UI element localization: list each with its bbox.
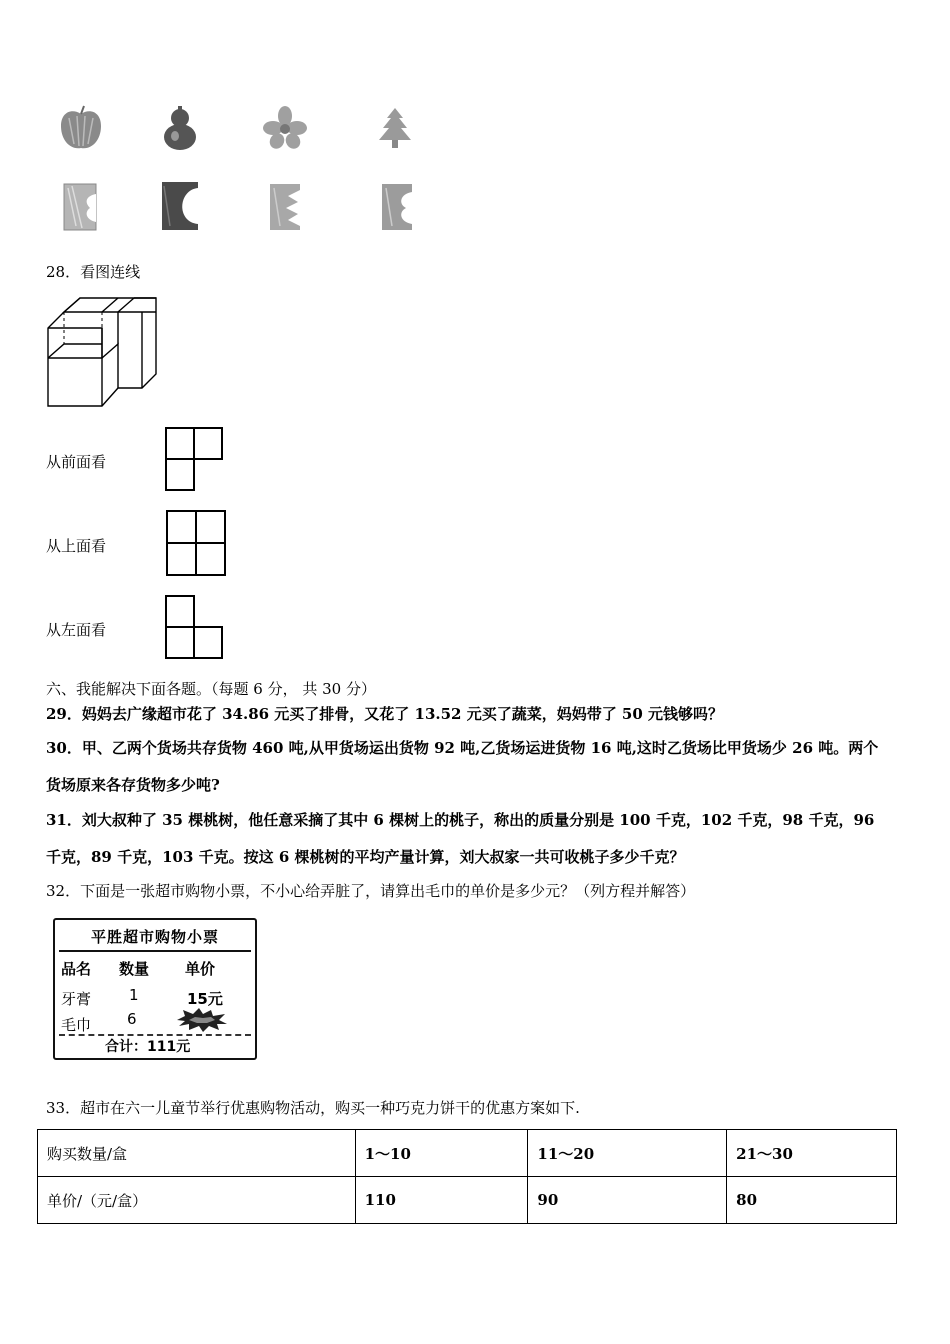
stacked-cubes-figure — [44, 294, 158, 410]
cut-paper-2-image — [160, 180, 200, 232]
view-top-label: 从上面看 — [46, 537, 107, 555]
receipt-title: 平胜超市购物小票 — [90, 928, 219, 946]
receipt-row-1-name: 牙膏 — [61, 990, 92, 1008]
receipt — [53, 918, 257, 1060]
discount-table — [37, 1129, 897, 1224]
cut-paper-4-image — [380, 182, 414, 232]
receipt-row-2-qty: 6 — [127, 1010, 137, 1028]
view-left-grid — [164, 594, 224, 660]
q33-text: 33．超市在六一儿童节举行优惠购物活动，购买一种巧克力饼干的优惠方案如下. — [46, 1099, 580, 1117]
table-row — [38, 1177, 897, 1224]
table-cell: 80 — [727, 1177, 897, 1224]
table-cell: 购买数量/盒 — [38, 1130, 356, 1177]
view-front-grid — [164, 426, 224, 492]
table-cell: 90 — [528, 1177, 727, 1224]
apple-shape-image — [58, 104, 104, 152]
receipt-total: 合计：111元 — [105, 1039, 191, 1055]
view-left-label: 从左面看 — [46, 621, 107, 639]
cut-paper-1-image — [62, 182, 98, 232]
q30-line1: 30．甲、乙两个货场共存货物 460 吨,从甲货场运出货物 92 吨,乙货场运进货物 16 吨,这时乙货场比甲货场少 26 吨。两个 — [46, 739, 879, 757]
view-top-grid — [165, 509, 227, 577]
receipt-row-1-qty: 1 — [129, 986, 139, 1004]
table-cell: 单价/（元/盒） — [38, 1177, 356, 1224]
receipt-title-rule — [59, 950, 251, 952]
q30-line2: 货场原来各存货物多少吨? — [46, 776, 220, 794]
table-cell: 11～20 — [528, 1130, 727, 1177]
q32-text: 32．下面是一张超市购物小票，不小心给弄脏了，请算出毛巾的单价是多少元？（列方程并解答） — [46, 882, 696, 900]
view-front-label: 从前面看 — [46, 453, 107, 471]
flower-shape-image — [262, 106, 308, 150]
cut-paper-3-image — [268, 182, 302, 232]
table-cell: 1～10 — [355, 1130, 528, 1177]
receipt-header-name: 品名 — [61, 960, 92, 978]
ink-stain-image — [175, 1008, 229, 1032]
receipt-row-2-name: 毛巾 — [61, 1016, 92, 1034]
table-row — [38, 1130, 897, 1177]
tree-shape-image — [375, 106, 415, 150]
q29-text: 29．妈妈去广缘超市花了 34.86 元买了排骨，又花了 13.52 元买了蔬菜，妈妈带了 50 元钱够吗？ — [46, 705, 724, 723]
receipt-header-qty: 数量 — [119, 960, 150, 978]
table-cell: 110 — [355, 1177, 528, 1224]
receipt-header-price: 单价 — [185, 960, 216, 978]
section6-heading: 六、我能解决下面各题。（每题 6 分， 共 30 分） — [46, 680, 376, 698]
q31-line2: 千克，89 千克，103 千克。按这 6 棵桃树的平均产量计算，刘大叔家一共可收桃子多少千克？ — [46, 848, 685, 866]
table-cell: 21～30 — [727, 1130, 897, 1177]
gourd-shape-image — [160, 104, 200, 152]
q28-title: 28．看图连线 — [46, 263, 141, 281]
receipt-row-1-price: 15元 — [187, 990, 223, 1008]
q31-line1: 31．刘大叔种了 35 棵桃树，他任意采摘了其中 6 棵树上的桃子，称出的质量分别是 100 千克，102 千克，98 千克，96 — [46, 811, 875, 829]
